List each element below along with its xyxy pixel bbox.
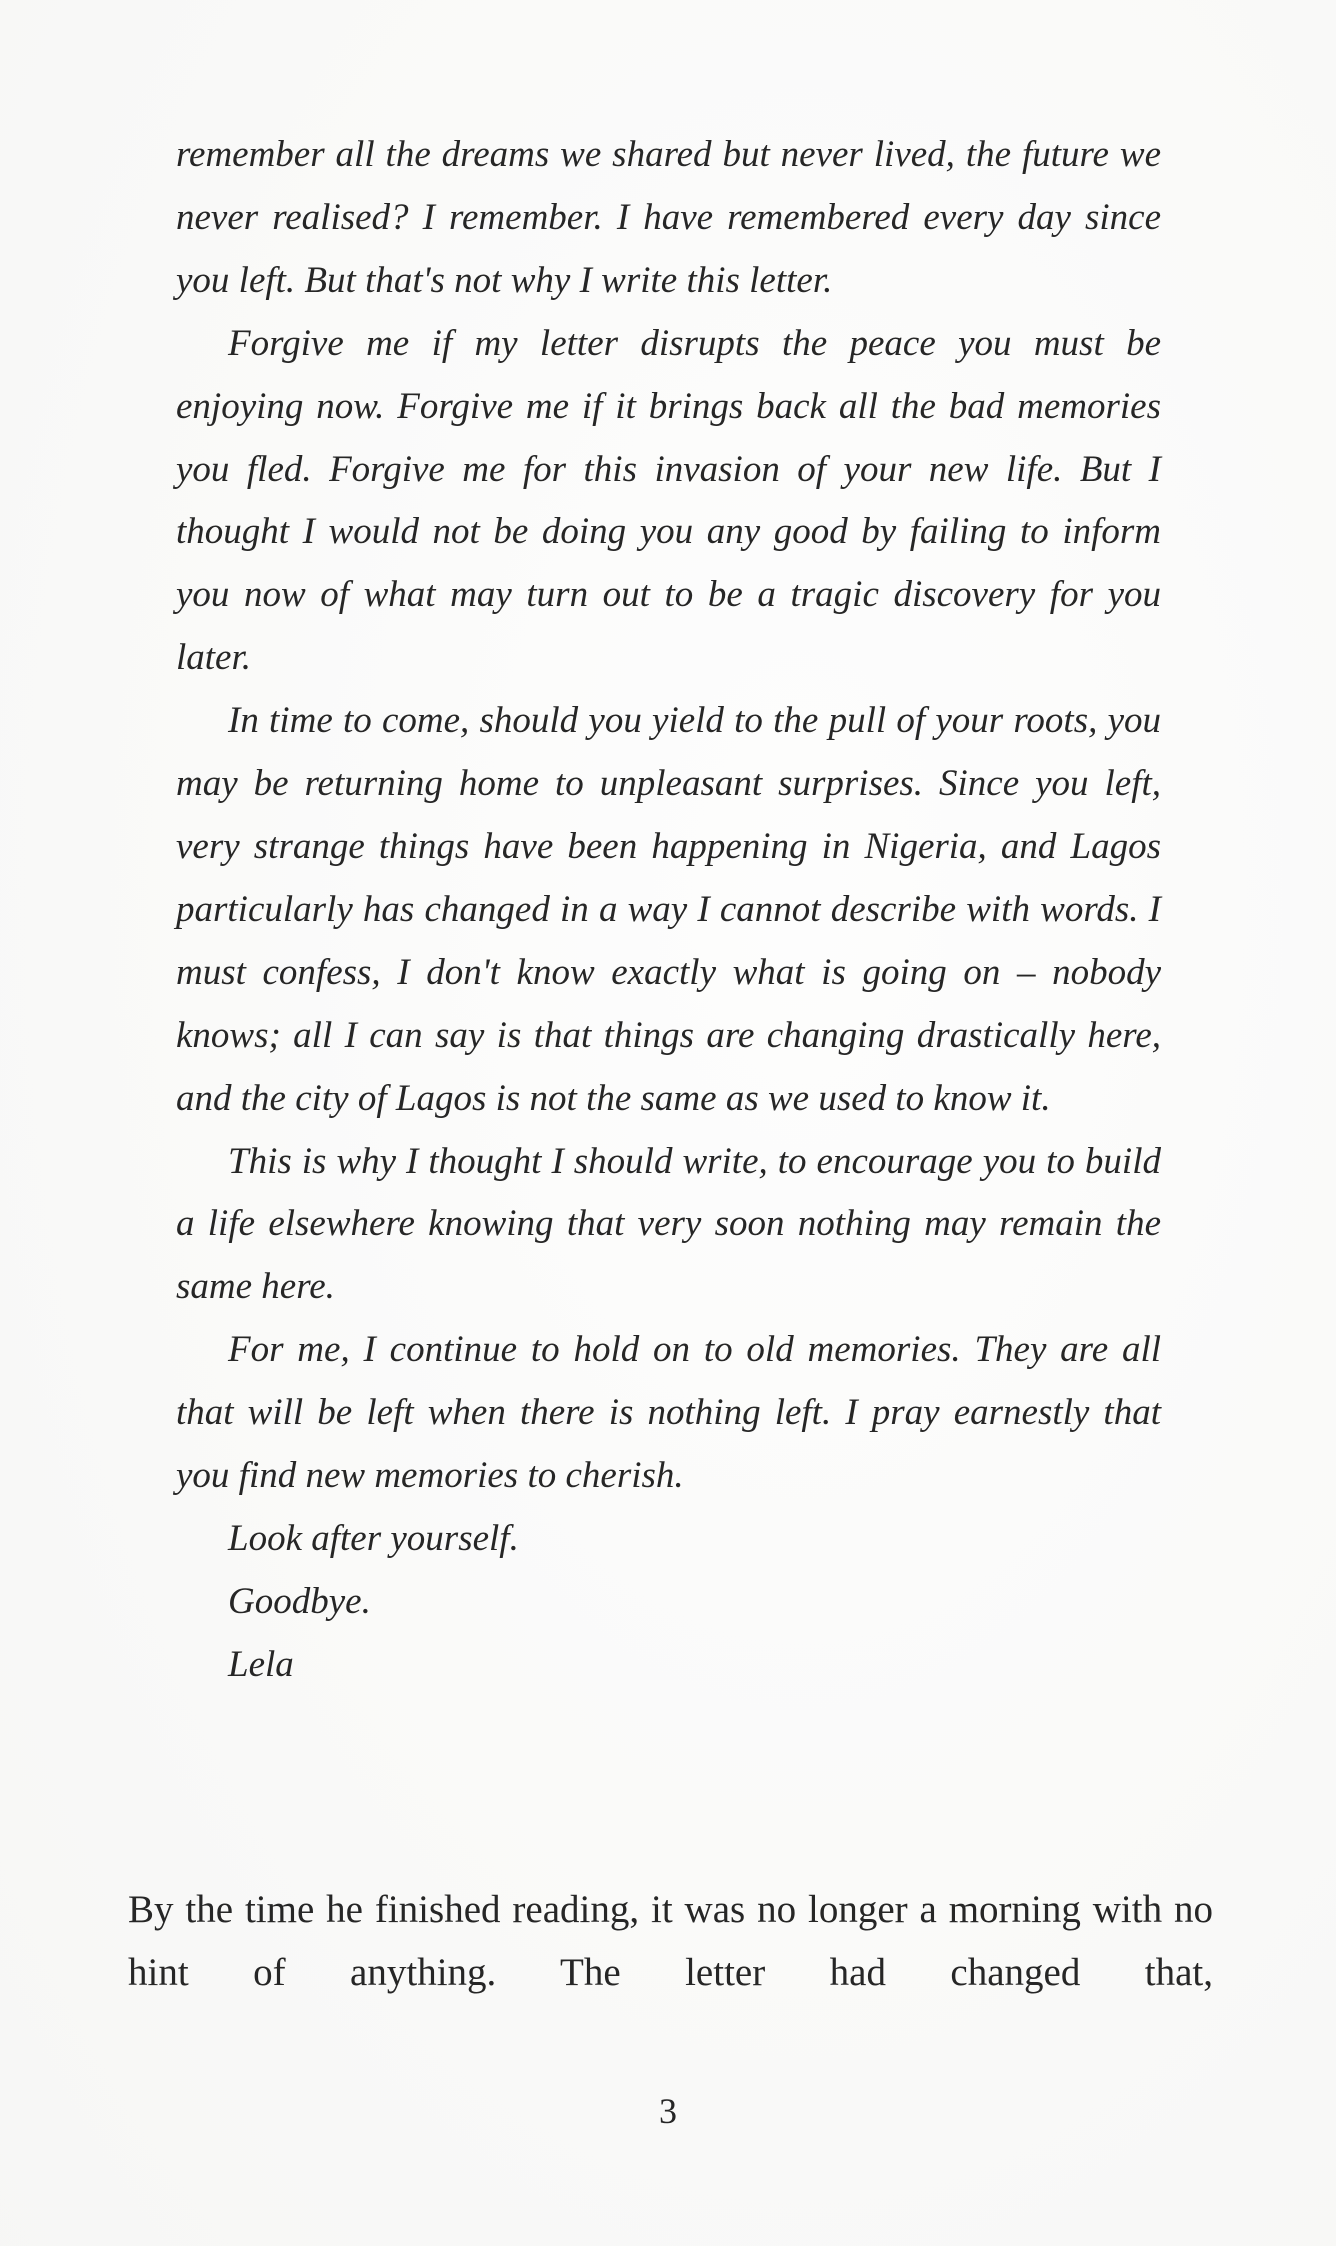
letter-paragraph: Forgive me if my letter disrupts the peace you must be enjoying now. Forgive me if it brings back all the bad memories you fled. Forgive me for this invasion of your new life. But I thought I would not be doing you any good by failing to inform you now of what may turn out to be a tragic discovery for you later.: [176, 322, 1161, 679]
letter-paragraph: For me, I continue to hold on to old memories. They are all that will be left when there is nothing left. I pray earnestly that you find new memories to cherish.: [176, 1329, 1161, 1497]
letter-block: [176, 124, 1161, 1697]
page-number: 3: [659, 2091, 677, 2131]
letter-paragraph: In time to come, should you yield to the pull of your roots, you may be returning home to unpleasant surprises. Since you left, very strange things have been happening in Nigeria, and Lagos particularly has changed in a way I cannot describe with words. I must confess, I don't know exactly what is going on – nobody knows; all I can say is that things are changing drastically here, and the city of Lagos is not the same as we used to know it.: [176, 700, 1161, 1119]
letter-paragraph: remember all the dreams we shared but never lived, the future we never realised? I remember. I have remembered every day since you left. But that's not why I write this letter.: [176, 134, 1161, 301]
narrative-paragraph: By the time he finished reading, it was no longer a morning with no hint of anything. The letter had changed that,: [128, 1888, 1213, 1994]
letter-paragraph: This is why I thought I should write, to encourage you to build a life elsewhere knowing that very soon nothing may remain the same here.: [176, 1140, 1161, 1308]
letter-closing-line: Goodbye.: [228, 1580, 371, 1622]
letter-signature: Lela: [228, 1643, 294, 1685]
narrative-block: [128, 1878, 1213, 2004]
letter-closing-line: Look after yourself.: [228, 1517, 519, 1559]
